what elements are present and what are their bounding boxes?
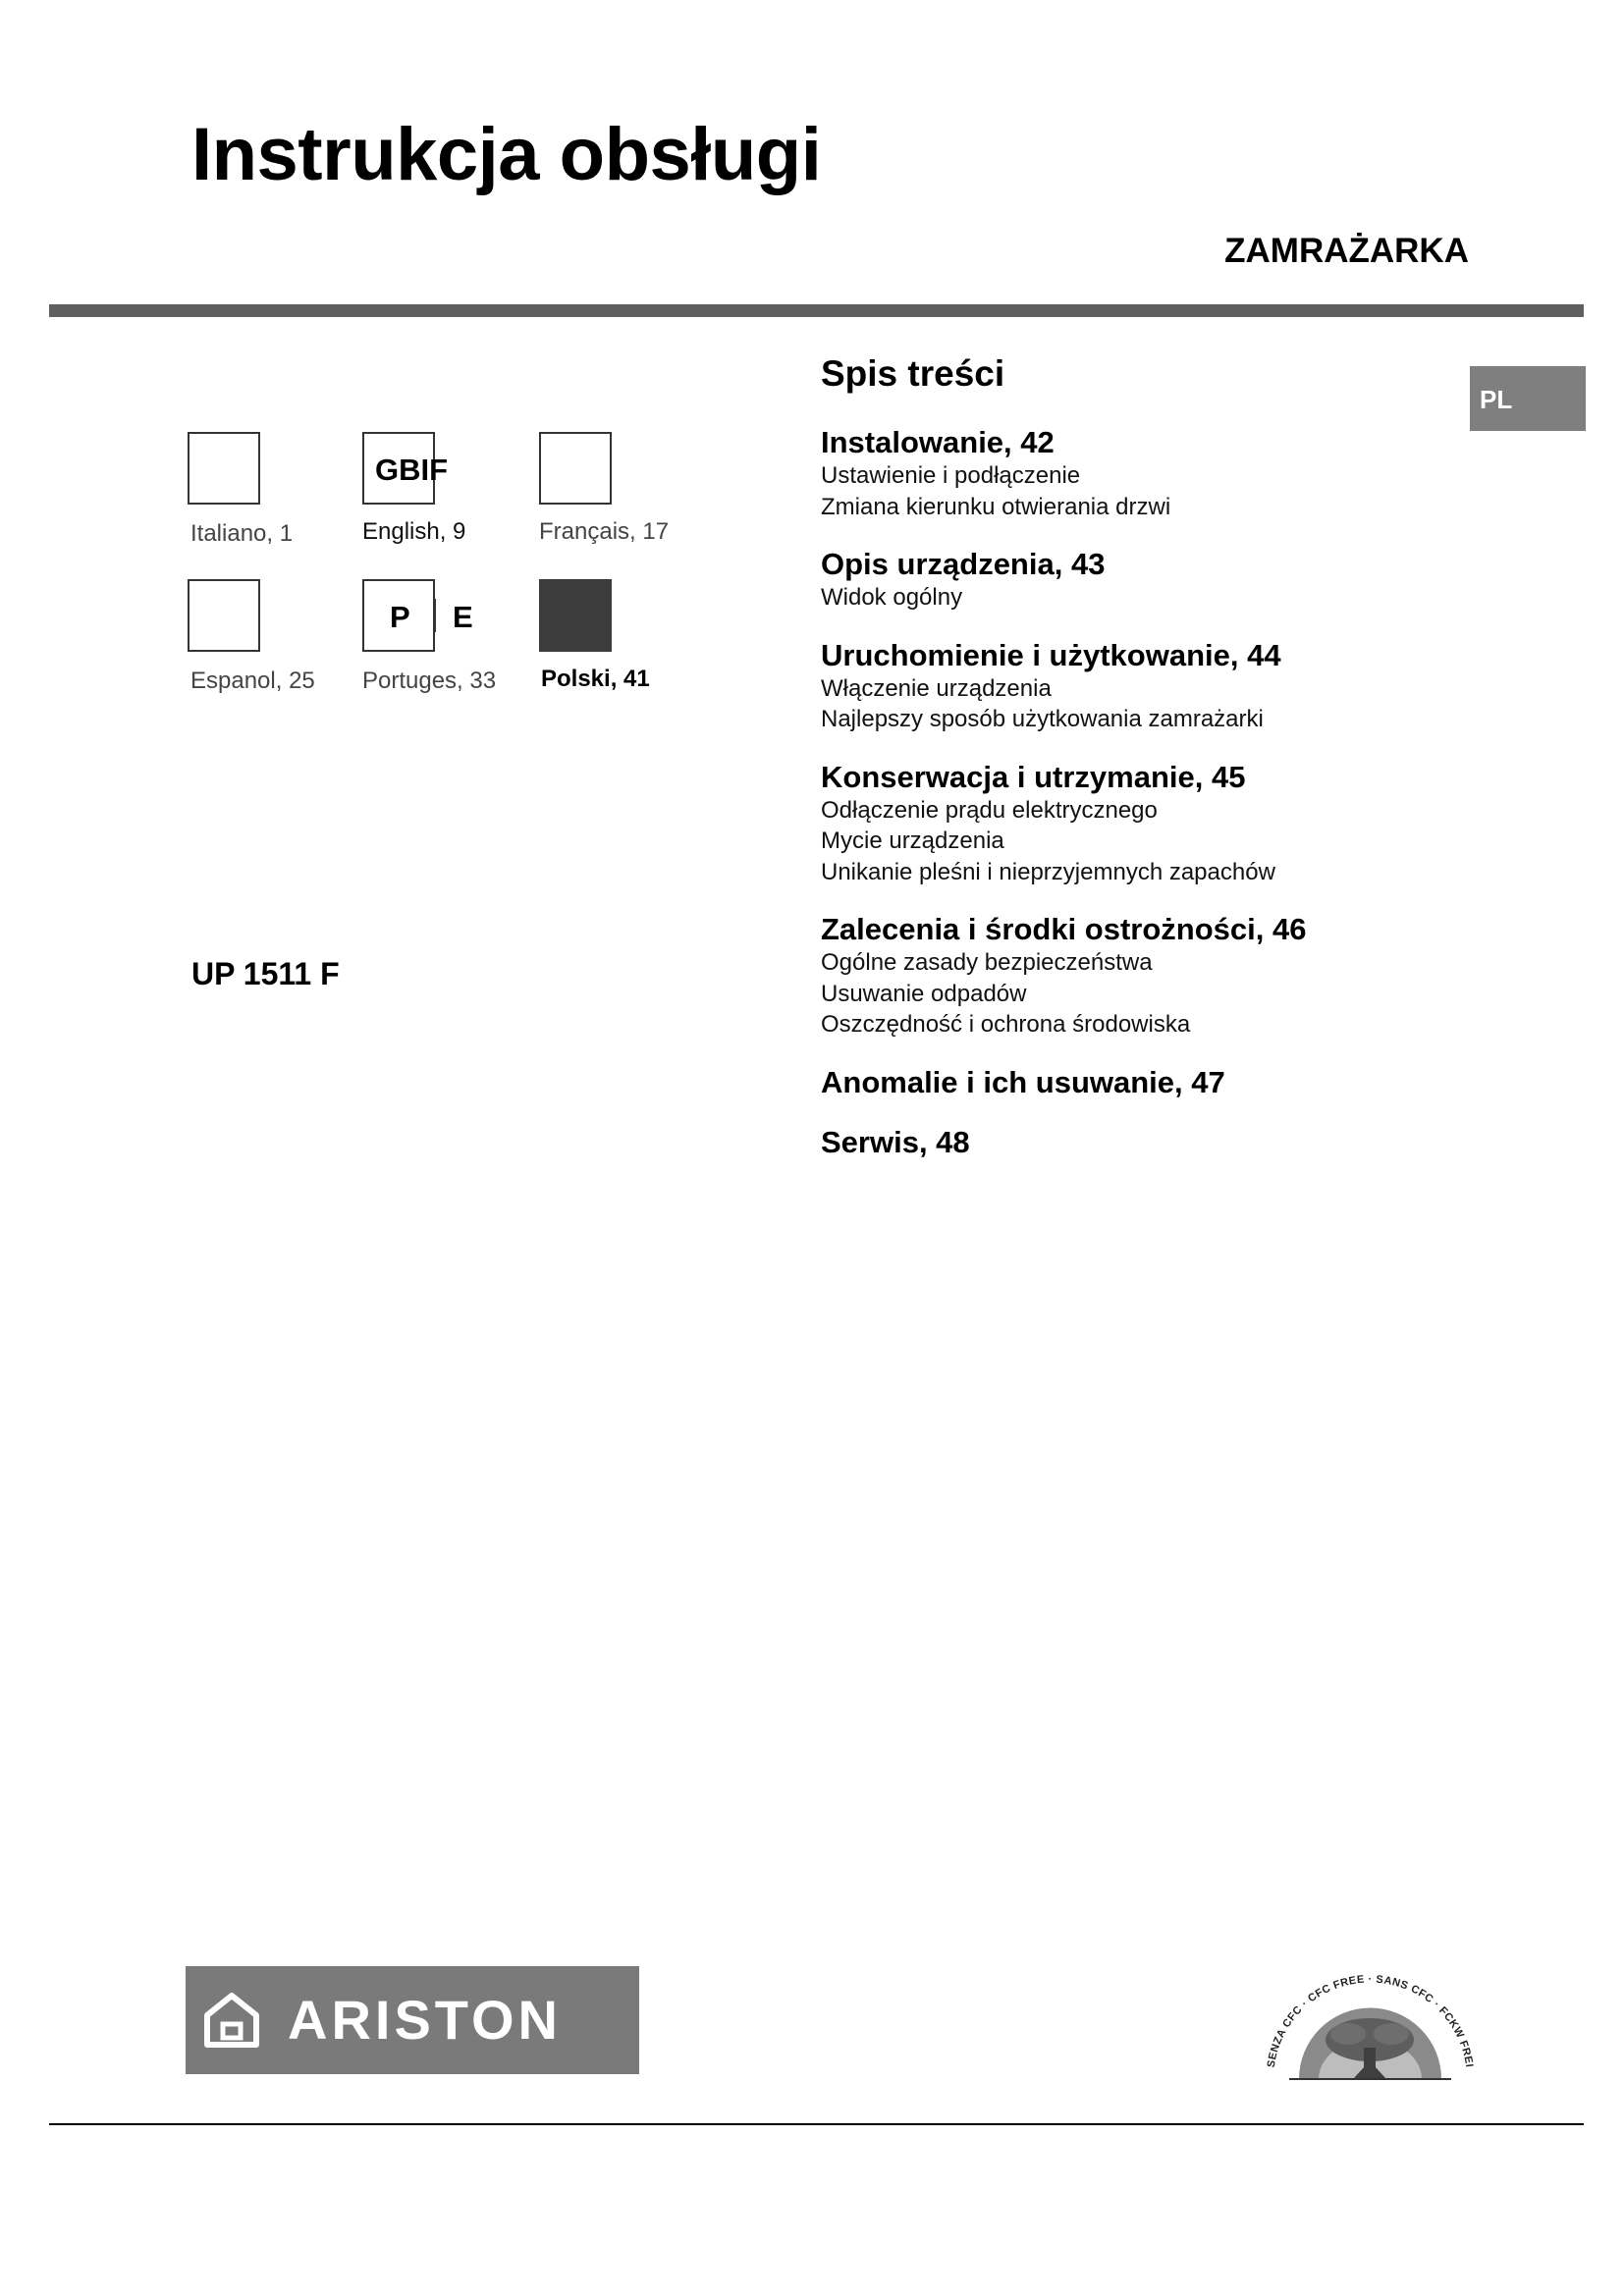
language-label-portuges: Portuges, 33 [362, 667, 497, 694]
toc-section [821, 912, 1469, 1041]
toc-section-title: Instalowanie, 42 [821, 425, 1055, 459]
toc-subitem: Widok ogólny [821, 584, 963, 611]
language-label-francais: Français, 17 [539, 518, 670, 545]
toc-section-title: Serwis, 48 [821, 1124, 970, 1159]
toc-subitem: Zmiana kierunku otwierania drzwi [821, 493, 1171, 520]
document-subtitle: ZAMRAŻARKA [1224, 232, 1469, 270]
toc-subitem: Odłączenie prądu elektrycznego [821, 796, 1158, 824]
logo-text: ARISTON [288, 1989, 562, 2051]
toc-section [821, 1125, 1469, 1160]
language-tab: PL [1470, 366, 1586, 431]
toc-subitem: Oszczędność i ochrona środowiska [821, 1011, 1191, 1038]
toc-subitem: Unikanie pleśni i nieprzyjemnych zapachów [821, 858, 1275, 885]
toc-section-title: Opis urządzenia, 43 [821, 547, 1106, 581]
toc-section-title: Zalecenia i środki ostrożności, 46 [821, 912, 1307, 946]
footer-divider [49, 2123, 1584, 2125]
language-box-letter-e: E [453, 600, 473, 634]
toc-subitem: Włączenie urządzenia [821, 674, 1052, 702]
toc-section [821, 760, 1469, 888]
seal-text: SENZA CFC · CFC FREE · SANS CFC · FCKW FREI [1265, 1973, 1476, 2069]
document-title: Instrukcja obsługi [191, 113, 822, 196]
toc-section-title: Anomalie i ich usuwanie, 47 [821, 1064, 1225, 1099]
toc-section [821, 638, 1469, 735]
language-box-letter-p: P [390, 600, 410, 634]
house-icon [203, 1992, 260, 2049]
language-box-espanol [188, 579, 260, 652]
language-label-polski: Polski, 41 [541, 666, 650, 692]
toc-section-title: Uruchomienie i użytkowanie, 44 [821, 637, 1281, 672]
toc-subitem: Mycie urządzenia [821, 828, 1004, 854]
toc-subitem: Najlepszy sposób użytkowania zamrażarki [821, 706, 1264, 732]
table-of-contents [821, 355, 1469, 1185]
toc-heading: Spis treści [821, 353, 1005, 394]
toc-subitem: Ogólne zasady bezpieczeństwa [821, 949, 1153, 976]
toc-subitem: Usuwanie odpadów [821, 980, 1027, 1007]
toc-section [821, 547, 1469, 614]
toc-subitem: Ustawienie i podłączenie [821, 462, 1081, 489]
language-label-italiano: Italiano, 1 [190, 520, 294, 547]
header-divider [49, 304, 1584, 317]
language-box-text-english: GBIF [375, 453, 449, 487]
ariston-logo [186, 1966, 639, 2074]
cfc-free-seal-icon [1260, 1961, 1481, 2089]
model-number: UP 1511 F [191, 956, 340, 991]
toc-section [821, 425, 1469, 522]
toc-section [821, 1065, 1469, 1100]
toc-section-title: Konserwacja i utrzymanie, 45 [821, 759, 1246, 794]
language-box-francais [539, 432, 612, 505]
language-box-polski-selected [539, 579, 612, 652]
language-box-divider [434, 599, 436, 632]
language-label-espanol: Espanol, 25 [190, 667, 315, 694]
language-label-english: English, 9 [362, 518, 466, 545]
language-box-italiano [188, 432, 260, 505]
